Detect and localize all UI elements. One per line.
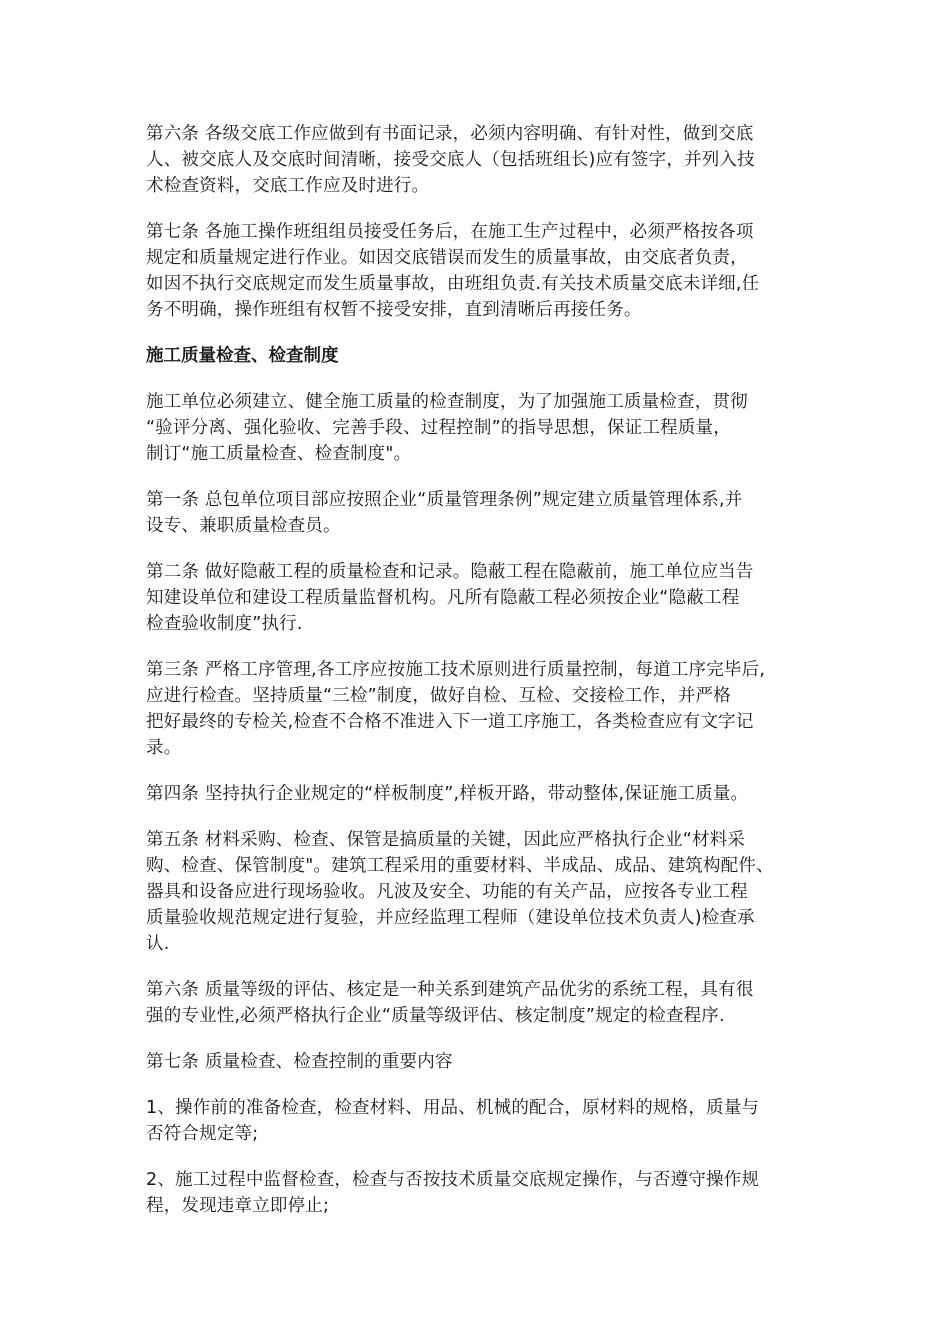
section-heading-inspection-system: 施工质量检查、检查制度 — [146, 346, 339, 366]
paragraph-article-2: 第二条 做好隐蔽工程的质量检查和记录。隐蔽工程在隐蔽前，施工单位应当告 知建设单位和建设工程质量监督机构。凡所有隐蔽工程必须按企业“隐蔽工程 检查验收制度”执行. — [146, 562, 754, 634]
document-page — [146, 121, 818, 1239]
paragraph-article-5: 第五条 材料采购、检查、保管是搞质量的关键，因此应严格执行企业“材料采 购、检查、保管制度"。建筑工程采用的重要材料、半成品、成品、建筑构配件、 器具和设备应进行现场验收。凡波及安全、功能的有关产品，应按各专业工程 质量验收规范规定进行复验，并应经监理工程师（建设单位技术负责人)检查承 认. — [146, 830, 774, 954]
paragraph-inspection-intro: 施工单位必须建立、健全施工质量的检查制度，为了加强施工质量检查，贯彻 “验评分离、强化验收、完善手段、过程控制”的指导思想，保证工程质量， 制订“施工质量检查、检查制度"。 — [146, 392, 748, 464]
paragraph-article-7-content: 第七条 质量检查、检查控制的重要内容 — [146, 1052, 453, 1072]
paragraph-article-7-team-duties: 第七条 各施工操作班组组员接受任务后，在施工生产过程中，必须严格按各项 规定和质量规定进行作业。如因交底错误而发生的质量事故，由交底者负责， 如因不执行交底规定而发生质量事故，由班组负责.有关技术质量交底未详细,任 务不明确，操作班组有权暂不接受安排，直到清晰后再接任务。 — [146, 222, 760, 320]
paragraph-article-4: 第四条 坚持执行企业规定的“样板制度”,样板开路，带动整体,保证施工质量。 — [146, 784, 749, 804]
list-item-2: 2、施工过程中监督检查，检查与否按技术质量交底规定操作，与否遵守操作规 程，发现违章立即停止; — [146, 1170, 760, 1216]
paragraph-article-3: 第三条 严格工序管理,各工序应按施工技术原则进行质量控制，每道工序完毕后, 应进行检查。坚持质量“三检”制度，做好自检、互检、交接检工作，并严格 把好最终的专检关,检查不合格不准进入下一道工序施工，各类检查应有文字记 录。 — [146, 660, 766, 758]
paragraph-article-1: 第一条 总包单位项目部应按照企业“质量管理条例”规定建立质量管理体系,并 设专、兼职质量检查员。 — [146, 490, 743, 536]
paragraph-article-6-grading: 第六条 质量等级的评估、核定是一种关系到建筑产品优劣的系统工程，具有很 强的专业性,必须严格执行企业“质量等级评估、核定制度”规定的检查程序. — [146, 980, 754, 1026]
paragraph-article-6-handover: 第六条 各级交底工作应做到有书面记录，必须内容明确、有针对性，做到交底 人、被交底人及交底时间清晰，接受交底人（包括班组长)应有签字，并列入技 术检查资料，交底工作应及时进行。 — [146, 124, 755, 196]
list-item-1: 1、操作前的准备检查，检查材料、用品、机械的配合，原材料的规格，质量与 否符合规定等; — [146, 1098, 760, 1144]
